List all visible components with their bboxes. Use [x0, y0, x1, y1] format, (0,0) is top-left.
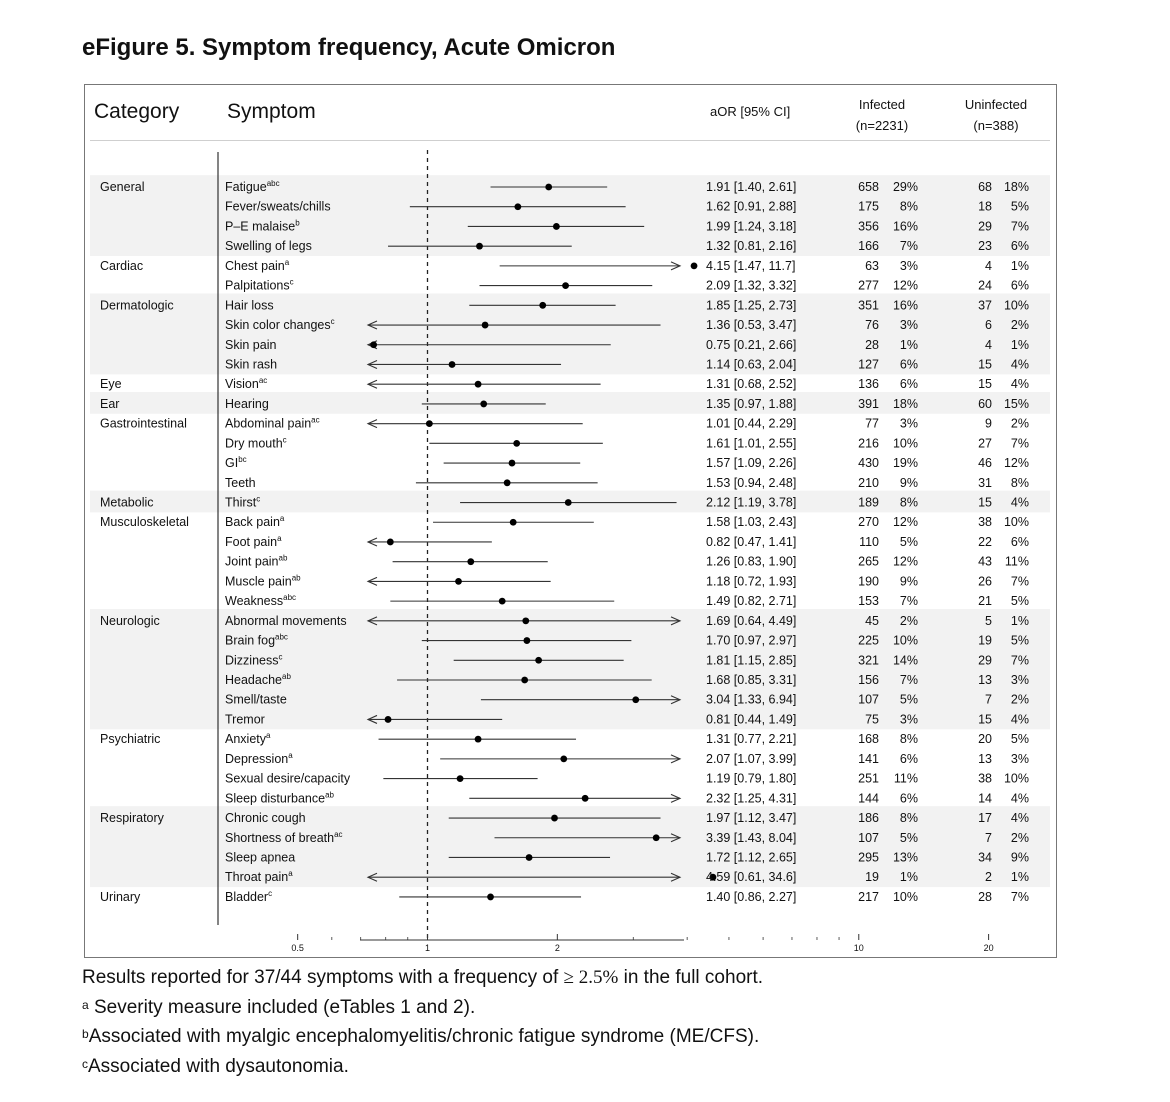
footnote-b	[82, 1021, 763, 1051]
point-estimate	[535, 657, 542, 664]
point-estimate	[504, 479, 511, 486]
uninfected-percent: 4%	[1010, 712, 1029, 727]
symptom-label: Dizziness$^c$	[225, 652, 283, 668]
aor-value: 1.40 [0.86, 2.27]	[706, 889, 797, 904]
infected-count: 19	[865, 870, 879, 885]
infected-percent: 12%	[892, 515, 918, 530]
uninfected-count: 15	[978, 712, 992, 727]
infected-count: 251	[858, 771, 879, 786]
infected-percent: 10%	[892, 889, 918, 904]
aor-value: 1.31 [0.77, 2.21]	[706, 732, 797, 747]
uninfected-count: 29	[978, 219, 992, 234]
infected-percent: 8%	[899, 495, 918, 510]
point-estimate	[553, 223, 560, 230]
infected-percent: 8%	[899, 199, 918, 214]
infected-count: 107	[858, 830, 879, 845]
point-estimate	[560, 755, 567, 762]
aor-value: 0.82 [0.47, 1.41]	[706, 534, 797, 549]
symptom-label: Abnormal movements	[225, 613, 347, 628]
aor-value: 1.97 [1.12, 3.47]	[706, 811, 797, 826]
aor-header: aOR [95% CI]	[710, 104, 791, 119]
aor-value: 1.26 [0.83, 1.90]	[706, 554, 797, 569]
uninfected-count: 18	[978, 199, 992, 214]
point-estimate	[691, 262, 698, 269]
point-estimate	[551, 815, 558, 822]
footnote-c-text: Associated with dysautonomia.	[88, 1055, 349, 1077]
point-estimate	[385, 716, 392, 723]
aor-value: 1.62 [0.91, 2.88]	[706, 199, 797, 214]
aor-value: 1.32 [0.81, 2.16]	[706, 239, 797, 254]
uninfected-count: 29	[978, 653, 992, 668]
aor-value: 2.32 [1.25, 4.31]	[706, 791, 797, 806]
point-estimate	[467, 558, 474, 565]
uninfected-percent: 5%	[1010, 199, 1029, 214]
x-tick-label: 1	[424, 943, 431, 953]
symptom-label: Throat pain$^a$	[225, 869, 293, 885]
point-estimate	[476, 243, 483, 250]
aor-value: 1.57 [1.09, 2.26]	[706, 456, 797, 471]
symptom-label: Depression$^a$	[225, 750, 293, 766]
footnote-results-pre: Results reported for 37/44 symptoms with a frequency of	[82, 967, 564, 988]
uninfected-percent: 18%	[1003, 180, 1029, 194]
symptom-label: Sleep disturbance$^{ab}$	[225, 790, 334, 806]
uninfected-count: 2	[985, 870, 992, 885]
infected-count: 658	[858, 180, 879, 194]
category-label: Neurologic	[100, 613, 160, 628]
footnotes	[82, 964, 763, 1080]
infected-count: 356	[858, 219, 879, 234]
symptom-label: Smell/taste	[225, 692, 287, 707]
infected-percent: 3%	[899, 258, 918, 273]
category-label: Urinary	[100, 889, 141, 904]
symptom-label: Bladder$^c$	[225, 888, 273, 904]
uninfected-count: 27	[978, 436, 992, 451]
uninfected-header-n: (n=388)	[973, 118, 1019, 133]
point-estimate	[480, 401, 487, 408]
symptom-label: Sexual desire/capacity	[225, 771, 351, 786]
infected-percent: 16%	[892, 298, 918, 313]
symptom-label: Skin rash	[225, 357, 278, 372]
aor-value: 1.69 [0.64, 4.49]	[706, 613, 797, 628]
point-estimate	[457, 775, 464, 782]
symptom-label: Vision$^{ac}$	[225, 376, 268, 392]
uninfected-percent: 15%	[1003, 396, 1029, 411]
infected-count: 270	[858, 515, 879, 530]
category-label: General	[100, 180, 145, 194]
infected-count: 189	[858, 495, 879, 510]
aor-value: 0.75 [0.21, 2.66]	[706, 337, 797, 352]
point-estimate	[522, 617, 529, 624]
aor-value: 1.14 [0.63, 2.04]	[706, 357, 797, 372]
infected-percent: 1%	[899, 337, 918, 352]
symptom-label: Skin pain	[225, 337, 277, 352]
uninfected-percent: 10%	[1003, 515, 1029, 530]
footnote-results-math: ≥ 2.5%	[563, 967, 619, 988]
infected-count: 127	[858, 357, 879, 372]
uninfected-count: 14	[978, 791, 992, 806]
infected-percent: 7%	[899, 673, 918, 687]
point-estimate	[513, 440, 520, 447]
point-estimate	[487, 894, 494, 901]
category-label: Dermatologic	[100, 298, 174, 313]
category-label: Ear	[100, 396, 120, 411]
infected-count: 141	[858, 751, 879, 766]
symptom-label: Swelling of legs	[225, 239, 312, 254]
point-estimate	[514, 203, 521, 210]
infected-percent: 2%	[899, 613, 918, 628]
infected-count: 156	[858, 673, 879, 687]
uninfected-percent: 6%	[1010, 534, 1029, 549]
point-estimate	[426, 420, 433, 427]
infected-percent: 10%	[892, 633, 918, 648]
uninfected-count: 31	[978, 475, 992, 490]
category-label: Gastrointestinal	[100, 416, 187, 431]
uninfected-count: 13	[978, 673, 992, 687]
footnote-results-post: in the full cohort.	[618, 967, 764, 988]
uninfected-count: 19	[978, 633, 992, 648]
uninfected-count: 15	[978, 495, 992, 510]
uninfected-percent: 9%	[1010, 850, 1029, 865]
infected-percent: 7%	[899, 239, 918, 254]
point-estimate	[523, 637, 530, 644]
infected-header-label: Infected	[858, 97, 906, 112]
uninfected-count: 9	[985, 416, 992, 431]
footnote-c-mark: c	[82, 1056, 88, 1071]
uninfected-count: 24	[978, 278, 992, 293]
uninfected-count: 7	[985, 830, 992, 845]
infected-percent: 3%	[899, 416, 918, 431]
aor-value: 4.15 [1.47, 11.7]	[706, 258, 796, 273]
uninfected-percent: 2%	[1010, 830, 1029, 845]
infected-count: 391	[858, 396, 879, 411]
point-estimate	[387, 539, 394, 546]
point-estimate	[510, 519, 517, 526]
uninfected-count: 15	[978, 377, 992, 392]
infected-percent: 12%	[892, 554, 918, 569]
infected-count: 277	[858, 278, 879, 293]
point-estimate	[370, 341, 377, 348]
symptom-label: Dry mouth$^c$	[225, 435, 287, 451]
infected-count: 28	[865, 337, 879, 352]
infected-count: 430	[858, 456, 879, 471]
point-estimate	[475, 736, 482, 743]
symptom-label: Shortness of breath$^{ac}$	[225, 829, 343, 845]
uninfected-percent: 2%	[1010, 416, 1029, 431]
symptom-label: Skin color changes$^c$	[225, 317, 335, 333]
point-estimate	[562, 282, 569, 289]
uninfected-percent: 7%	[1010, 653, 1029, 668]
infected-percent: 3%	[899, 318, 918, 333]
uninfected-count: 23	[978, 239, 992, 254]
infected-count: 168	[858, 732, 879, 747]
footnote-a	[82, 992, 763, 1022]
aor-value: 1.70 [0.97, 2.97]	[706, 633, 797, 648]
uninfected-percent: 10%	[1003, 771, 1029, 786]
footnote-b-text: Associated with myalgic encephalomyelitis/chronic fatigue syndrome (ME/CFS).	[88, 1026, 760, 1047]
infected-percent: 10%	[892, 436, 918, 451]
uninfected-count: 6	[985, 318, 992, 333]
aor-value: 4.59 [0.61, 34.6]	[706, 870, 797, 885]
uninfected-count: 4	[985, 337, 992, 352]
uninfected-percent: 3%	[1010, 751, 1029, 766]
category-header: Category	[94, 100, 180, 123]
infected-count: 265	[858, 554, 879, 569]
point-estimate	[475, 381, 482, 388]
infected-count: 225	[858, 633, 879, 648]
infected-count: 63	[865, 258, 879, 273]
infected-percent: 9%	[899, 574, 918, 589]
uninfected-percent: 1%	[1010, 613, 1029, 628]
uninfected-percent: 4%	[1010, 811, 1029, 826]
aor-value: 1.36 [0.53, 3.47]	[706, 318, 797, 333]
aor-value: 1.01 [0.44, 2.29]	[706, 416, 797, 431]
symptom-label: Palpitations$^c$	[225, 277, 294, 293]
point-estimate	[632, 696, 639, 703]
uninfected-count: 4	[985, 258, 992, 273]
aor-value: 1.35 [0.97, 1.88]	[706, 396, 797, 411]
uninfected-percent: 4%	[1010, 495, 1029, 510]
infected-count: 77	[865, 416, 879, 431]
aor-value: 1.85 [1.25, 2.73]	[706, 298, 797, 313]
infected-count: 75	[865, 712, 879, 727]
uninfected-percent: 2%	[1010, 318, 1029, 333]
uninfected-percent: 11%	[1004, 554, 1029, 569]
infected-count: 153	[858, 594, 879, 609]
symptom-label: Muscle pain$^{ab}$	[225, 573, 301, 589]
infected-count: 216	[858, 436, 879, 451]
point-estimate	[499, 598, 506, 605]
symptom-label: Hair loss	[225, 298, 274, 313]
x-tick-label: 0.5	[291, 943, 304, 953]
uninfected-count: 21	[978, 594, 992, 609]
aor-value: 1.31 [0.68, 2.52]	[706, 377, 797, 392]
category-label: Respiratory	[100, 811, 164, 826]
uninfected-percent: 5%	[1010, 633, 1029, 648]
aor-value: 1.61 [1.01, 2.55]	[706, 436, 797, 451]
infected-percent: 11%	[893, 771, 918, 786]
uninfected-count: 28	[978, 889, 992, 904]
aor-value: 1.68 [0.85, 3.31]	[706, 673, 797, 687]
aor-value: 3.04 [1.33, 6.94]	[706, 692, 797, 707]
symptom-label: Fever/sweats/chills	[225, 199, 331, 214]
symptom-label: Anxiety$^a$	[225, 731, 271, 747]
infected-percent: 6%	[899, 791, 918, 806]
infected-percent: 14%	[892, 653, 918, 668]
infected-percent: 3%	[899, 712, 918, 727]
symptom-label: $GI^{bc}$	[225, 455, 247, 471]
symptom-label: Weakness$^{abc}$	[225, 593, 297, 609]
infected-percent: 6%	[899, 377, 918, 392]
symptom-label: Chronic cough	[225, 811, 306, 826]
aor-value: 1.72 [1.12, 2.65]	[706, 850, 797, 865]
uninfected-percent: 4%	[1010, 357, 1029, 372]
infected-percent: 1%	[899, 870, 918, 885]
infected-count: 190	[858, 574, 879, 589]
infected-percent: 16%	[892, 219, 918, 234]
aor-value: 1.81 [1.15, 2.85]	[706, 653, 797, 668]
infected-percent: 5%	[899, 692, 918, 707]
uninfected-count: 68	[978, 180, 992, 194]
point-estimate	[521, 677, 528, 684]
infected-percent: 6%	[899, 751, 918, 766]
aor-value: 2.07 [1.07, 3.99]	[706, 751, 797, 766]
point-estimate	[539, 302, 546, 309]
infected-count: 175	[858, 199, 879, 214]
aor-value: 0.81 [0.44, 1.49]	[706, 712, 797, 727]
figure-title: eFigure 5. Symptom frequency, Acute Omicron	[82, 34, 616, 61]
point-estimate	[565, 499, 572, 506]
infected-percent: 12%	[892, 278, 918, 293]
uninfected-count: 60	[978, 396, 992, 411]
symptom-label: Foot pain$^a$	[225, 533, 282, 549]
infected-percent: 8%	[899, 732, 918, 747]
symptom-label: Thirst$^c$	[225, 494, 261, 510]
footnote-b-mark: b	[82, 1027, 89, 1041]
uninfected-count: 38	[978, 515, 992, 530]
uninfected-percent: 3%	[1010, 673, 1029, 687]
symptom-header: Symptom	[227, 100, 316, 123]
uninfected-count: 46	[978, 456, 992, 471]
uninfected-count: 26	[978, 574, 992, 589]
category-label: Metabolic	[100, 495, 154, 510]
infected-percent: 6%	[899, 357, 918, 372]
uninfected-count: 15	[978, 357, 992, 372]
point-estimate	[455, 578, 462, 585]
uninfected-count: 34	[978, 850, 992, 865]
aor-value: 1.19 [0.79, 1.80]	[706, 771, 797, 786]
infected-count: 217	[858, 889, 879, 904]
point-estimate	[526, 854, 533, 861]
uninfected-percent: 7%	[1010, 889, 1029, 904]
category-label: Cardiac	[100, 258, 144, 273]
uninfected-percent: 1%	[1010, 870, 1029, 885]
point-estimate	[509, 460, 516, 467]
infected-percent: 9%	[899, 475, 918, 490]
uninfected-percent: 6%	[1010, 239, 1029, 254]
x-tick-label: 2	[554, 943, 560, 953]
infected-count: 295	[858, 850, 879, 865]
infected-count: 144	[858, 791, 879, 806]
aor-value: 1.53 [0.94, 2.48]	[706, 475, 797, 490]
uninfected-percent: 5%	[1010, 594, 1029, 609]
uninfected-percent: 5%	[1010, 732, 1029, 747]
uninfected-count: 17	[978, 811, 992, 826]
aor-value: 2.12 [1.19, 3.78]	[706, 495, 797, 510]
footnote-a-mark: a	[82, 997, 89, 1012]
uninfected-percent: 7%	[1010, 436, 1029, 451]
infected-percent: 7%	[899, 594, 918, 609]
uninfected-percent: 1%	[1010, 337, 1029, 352]
infected-count: 107	[858, 692, 879, 707]
aor-value: 1.18 [0.72, 1.93]	[706, 574, 797, 589]
uninfected-count: 38	[978, 771, 992, 786]
symptom-label: Hearing	[225, 396, 269, 411]
footnote-results	[82, 964, 763, 992]
aor-value: 1.49 [0.82, 2.71]	[706, 594, 797, 609]
symptom-label: Teeth	[225, 475, 256, 490]
x-tick-label: 20	[983, 943, 994, 953]
point-estimate	[482, 322, 489, 329]
symptom-label: Tremor	[225, 712, 265, 727]
point-estimate	[545, 184, 552, 191]
point-estimate	[449, 361, 456, 368]
infected-percent: 8%	[899, 811, 918, 826]
infected-percent: 29%	[892, 180, 918, 194]
infected-count: 186	[858, 811, 879, 826]
uninfected-count: 43	[978, 554, 992, 569]
uninfected-percent: 8%	[1010, 475, 1029, 490]
uninfected-percent: 7%	[1010, 574, 1029, 589]
uninfected-count: 13	[978, 751, 992, 766]
symptom-label: Headache$^{ab}$	[225, 672, 291, 687]
uninfected-header-label: Uninfected	[964, 97, 1028, 112]
aor-value: 2.09 [1.32, 3.32]	[706, 278, 797, 293]
infected-count: 210	[858, 475, 879, 490]
infected-count: 136	[858, 377, 879, 392]
symptom-label: Chest pain$^a$	[225, 257, 290, 273]
uninfected-percent: 4%	[1010, 791, 1029, 806]
uninfected-percent: 7%	[1010, 219, 1029, 234]
uninfected-count: 20	[978, 732, 992, 747]
uninfected-percent: 12%	[1003, 456, 1029, 471]
aor-value: 1.91 [1.40, 2.61]	[706, 180, 797, 194]
infected-percent: 19%	[892, 456, 918, 471]
category-label: Musculoskeletal	[100, 515, 189, 530]
infected-percent: 5%	[899, 830, 918, 845]
infected-count: 166	[858, 239, 879, 254]
aor-value: 3.39 [1.43, 8.04]	[706, 830, 797, 845]
uninfected-percent: 4%	[1010, 377, 1029, 392]
uninfected-count: 37	[978, 298, 992, 313]
point-estimate	[582, 795, 589, 802]
uninfected-percent: 10%	[1003, 298, 1029, 313]
uninfected-percent: 6%	[1010, 278, 1029, 293]
symptom-label: Fatigue$^{abc}$	[225, 179, 280, 194]
uninfected-count: 7	[985, 692, 992, 707]
symptom-label: Sleep apnea	[225, 850, 296, 865]
infected-percent: 18%	[892, 396, 918, 411]
infected-count: 45	[865, 613, 879, 628]
category-label: Psychiatric	[100, 732, 161, 747]
symptom-label: P–E malaise$^b$	[225, 218, 300, 234]
uninfected-percent: 2%	[1010, 692, 1029, 707]
infected-percent: 5%	[899, 534, 918, 549]
uninfected-percent: 1%	[1010, 258, 1029, 273]
symptom-label: Back pain$^a$	[225, 514, 285, 530]
infected-count: 76	[865, 318, 879, 333]
infected-header-n: (n=2231)	[855, 118, 909, 133]
infected-count: 351	[858, 298, 879, 313]
point-estimate	[653, 834, 660, 841]
infected-count: 110	[859, 534, 879, 549]
category-label: Eye	[100, 377, 122, 392]
aor-value: 1.58 [1.03, 2.43]	[706, 515, 797, 530]
uninfected-count: 22	[978, 534, 992, 549]
x-tick-label: 10	[853, 943, 864, 953]
symptom-label: Brain fog$^{abc}$	[225, 632, 288, 648]
aor-value: 1.99 [1.24, 3.18]	[706, 219, 797, 234]
uninfected-count: 5	[985, 613, 992, 628]
infected-count: 321	[858, 653, 879, 668]
symptom-label: Joint pain$^{ab}$	[225, 553, 288, 569]
footnote-c	[82, 1051, 763, 1081]
symptom-label: Abdominal pain$^{ac}$	[225, 415, 320, 431]
footnote-a-text: Severity measure included (eTables 1 and 2).	[88, 996, 476, 1018]
infected-percent: 13%	[892, 850, 918, 865]
